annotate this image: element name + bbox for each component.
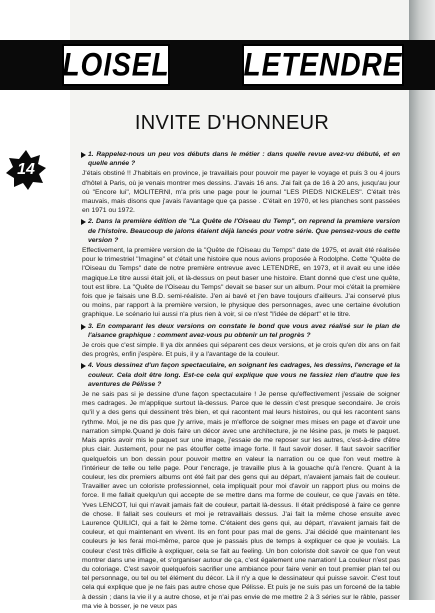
qa-item [82, 322, 400, 360]
triangle-bullet-icon [81, 324, 86, 330]
question-text: 1. Rappelez-nous un peu vos débuts dans le métier : dans quelle revue avez-vu débuté, et en quelle année ? [88, 151, 400, 168]
page-number: 14 [17, 161, 35, 178]
answer: Je ne sais pas si je dessine d'une façon spectaculaire ! Je pense qu'effectivement j'essaie de soigner mes cadrages. Je m'applique surtout là-dessus. Parce que le dessin c'est presque secondaire. Je crois qu'il y a des gens qui dessinent très bien, et qui racontent mal leurs histoires, ou qui les racontent sans rythme. Moi, je ne dis pas que j'y arrive, mais je m'efforce de soigner mes mises en page et d'avoir une narration simple.Quand je dois faire un décor avec une architecture, je ne lésine pas, je mets le paquet. Mais après avoir mis le paquet sur une image, j'essaie de me reposer sur les autres, c'est-à-dire d'être plus clair. Justement, pour ne pas étouffer cette image forte. Il faut savoir doser. Il faut savoir sacrifier quelquefois un bon dessin pour pouvoir mettre en valeur la narration ou ce que l'on veut mettre à l'intérieur de telle ou telle page. Pour l'encrage, je travaille plus à la gouache qu'à l'encre. Quant à la couleur, les dix premiers albums ont été fait par des gens qui au départ, n'avaient jamais fait de couleur. Travailler avec un coloriste professionnel, cela impliquait pour moi d'avoir un rapport plus ou moins de force. Il me fallait quelqu'un qui accepte de se mettre dans ma forme de couleur, ce que j'avais en tête. Yves LENCOT, lui qui n'avait jamais fait de couleur, partait là-dessus. Il était prédisposé à faire ce genre de chose. Il fallait ses couleurs et moi je retravaillais dessus. J'ai fait la même chose ensuite avec Laurence QUILICI, qui a fait le 2ème tome. C'étaient des gens qui, au départ, n'avaient jamais fait de couleur, et qui maintenant en vivent. Ils en font pour pas mal de gens. J'ai décidé que maintenant les couleurs je les ferai moi-même, parce que je passais plus de temps à expliquer ce que je voulais. La couleur c'est très difficile à expliquer, cela se fait au feeling. Un bon coloriste doit savoir ce que l'on veut montrer dans une image, et s'organiser autour de ça, c'est également une narration! La couleur n'est pas du coloriage. C'est savoir quelquefois sacrifier une ambiance pour faire venir en tout premier plan tel ou tel personnage, ou tel ou tel élément du décor. Là il n'y a que le dessinateur qui puisse savoir. C'est tout cela qui explique que je ne fais pas autre chose que Pélisse. Et puis je ne suis pas un forcené de la table à dessin ; dans la vie il y a autre chose, et je n'ai pas envie de me mettre 2 à 3 séries sur le râble, passer ma vie à bosser, je ne veux pas [82, 391, 400, 610]
triangle-bullet-icon [81, 363, 86, 369]
answer: Effectivement, la première version de la "Quête de l'Oiseau du Temps" date de 1975, et avait été réalisée pour le trimestriel "Imagine" et c'était une histoire que nous avions proposée à Rodolphe. Cette "Quête de l'Oiseau du Temps" date de notre première entrevue avec LETENDRE, en 1973, et il avait eu une idée magique.Le titre aussi était joli, et là-dessus on peut baser une histoire. Etant donné que c'est une quête, tout est libre. La "Quête de l'Oiseau du Temps" devait se baser sur un album. Pour moi c'était la première fois que je faisais une B.D. semi-réaliste. J'en ai bavé et j'en bave toujours d'ailleurs. J'ai conservé plus ou moins, par rapport à la première version, le physique des personnages, avec une certaine évolution graphique. Le scénario lui aussi n'a plus rien à voir, si ce n'est "l'idée de départ" et le titre. [82, 247, 400, 319]
question [82, 322, 400, 340]
name-right: LETENDRE [243, 46, 403, 83]
question [82, 217, 400, 245]
qa-item [82, 361, 400, 610]
answer: Je crois que c'est simple. Il ya dix années qui séparent ces deux versions, et je crois qu'en dix ans on fait des progrès, enfin j'espère. Et puis, il y a l'avantage de la couleur. [82, 342, 400, 359]
question-text: 3. En comparant les deux versions on constate le bond que vous avez réalisé sur le plan de l'aisance graphique : comment avez-vous pu obtenir un tel progrès ? [88, 322, 400, 339]
triangle-bullet-icon [81, 219, 86, 225]
question-text: 4. Vous dessinez d'un façon spectaculaire, en soignant les cadrages, les dessins, l'encrage et la couleur. Cela doit être long. Est-ce cela qui explique que vous ne fassiez rien d'autre que les aventures de Pélisse ? [88, 362, 400, 388]
qa-item [82, 150, 400, 215]
question [82, 150, 400, 168]
question-text: 2. Dans la première édition de "La Quête de l'Oiseau du Temp", on reprend la premiere version de l'histoire. Beaucoup de jalons étaient déjà lancés pour votre série. Que pensez-vous de cette version ? [88, 218, 400, 244]
name-box-left [62, 44, 170, 86]
name-left: LOISEL [62, 46, 170, 83]
qa-item [82, 217, 400, 319]
page-left-margin [0, 0, 70, 600]
article-title: INVITE D'HONNEUR [134, 112, 330, 134]
page-binding-edge [409, 0, 435, 600]
question [82, 361, 400, 389]
triangle-bullet-icon [81, 152, 86, 158]
name-box-right [242, 44, 404, 86]
answer: J'étais obstiné !! J'habitais en province, je travaillais pour pouvoir me payer le voyage et puis 3 ou 4 jours d'hôtel à Paris, où je venais montrer mes dessins. J'avais 16 ans. J'ai fait ça de 16 à 20 ans, jusqu'au jour où "Encore lui", MOLITERNI, m'a pris une page pour le journal "LES PIEDS NICKELES". C'était très mauvais, mais disons que j'avais l'avantage que ça passe . C'était en 1970, et les planches sont passées en 1971 ou 1972. [82, 170, 400, 215]
interview-body [82, 150, 400, 613]
